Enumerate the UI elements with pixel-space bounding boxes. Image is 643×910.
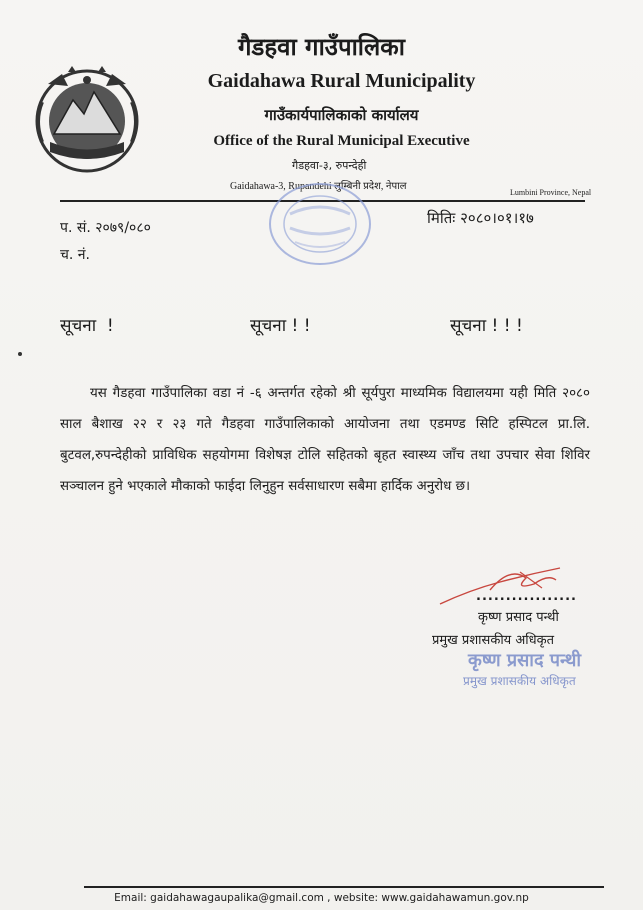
notice-heading-3: सूचना ! ! ! <box>450 316 523 336</box>
margin-dot <box>18 352 22 356</box>
footer-divider <box>84 886 604 888</box>
stamp-signatory-name: कृष्ण प्रसाद पन्थी <box>468 650 581 671</box>
notice-heading-2: सूचना ! ! <box>250 316 311 336</box>
municipality-name-np: गैडहवा गाउँपालिका <box>238 33 405 61</box>
notice-heading-1: सूचना ! <box>60 316 114 336</box>
stamp-signatory-title: प्रमुख प्रशासकीय अधिकृत <box>463 674 576 688</box>
letter-date: मितिः २०८०।०१।१७ <box>427 209 534 227</box>
signatory-name: कृष्ण प्रसाद पन्थी <box>478 610 559 625</box>
footer-website: website: www.gaidahawamun.gov.np <box>330 892 529 904</box>
footer-email: Email: gaidahawagaupalika@gmail.com , <box>114 892 331 904</box>
footer-contact <box>0 892 643 904</box>
municipality-name-en: Gaidahawa Rural Municipality <box>207 70 476 92</box>
signatory-title: प्रमुख प्रशासकीय अधिकृत <box>432 633 555 648</box>
address-np: गैडहवा-३, रुपन्देही <box>292 159 367 172</box>
notice-body: यस गैडहवा गाउँपालिका वडा नं -६ अन्तर्गत रहेको श्री सूर्यपुरा माध्यमिक विद्यालयमा यही मिति २०८० साल बैशाख २२ र २३ गते गैडहवा गाउँपालिकाको आयोजना तथा एडमण्ड सिटि हस्पिटल प्रा.लि. बुटवल,रुपन्देहीको प्राविधिक सहयोगमा विशेषज्ञ टोलि सहितको बृहत स्वास्थ्य जाँच तथा उपचार सेवा शिविर सञ्चालन हुने भएकाले मौकाको फाईदा लिनुहुन सर्वसाधारण सबैमा हार्दिक अनुरोध छ। <box>60 386 590 494</box>
signature-line: ................. <box>476 589 577 604</box>
province-en: Lumbini Province, Nepal <box>510 188 592 197</box>
address-line: Gaidahawa-3, Rupandehi लुम्बिनी प्रदेश, नेपाल <box>230 181 407 192</box>
school-stamp-icon <box>265 180 375 268</box>
office-name-np: गाउँकार्यपालिकाको कार्यालय <box>264 106 419 124</box>
dispatch-number: च. नं. <box>60 247 91 263</box>
office-name-en: Office of the Rural Municipal Executive <box>213 133 470 149</box>
reference-number: प. सं. २०७९/०८० <box>60 220 151 236</box>
